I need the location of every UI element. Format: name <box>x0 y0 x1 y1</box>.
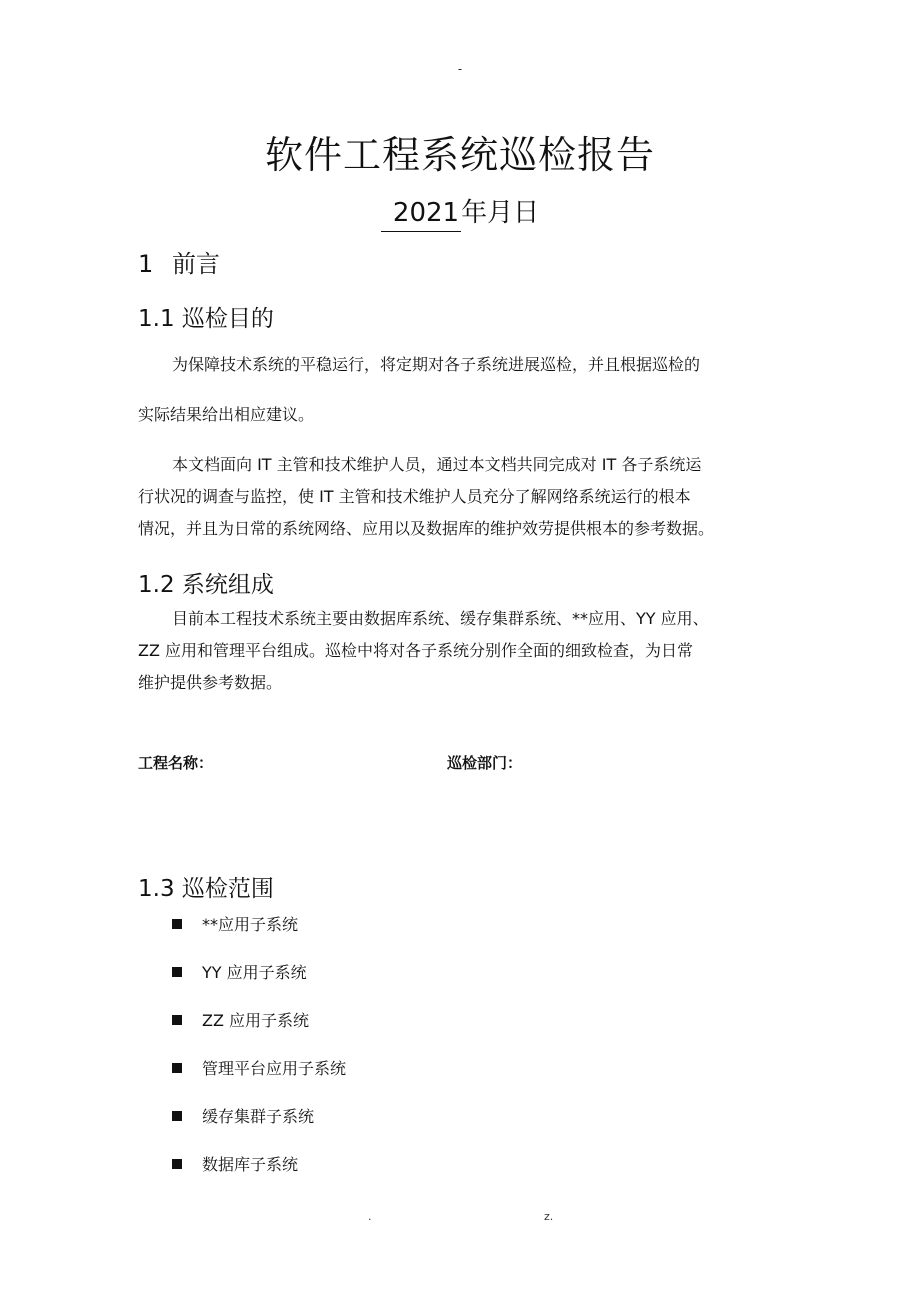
header-mark: - <box>457 62 463 76</box>
section-1-1-paragraph-1 <box>138 352 784 432</box>
list-item: **应用子系统 <box>172 912 298 935</box>
document-date <box>0 192 920 232</box>
list-item: 数据库子系统 <box>172 1152 298 1175</box>
date-suffix: 年月日 <box>461 198 540 228</box>
footer-right-mark: z. <box>544 1210 554 1223</box>
project-name-label: 工程名称： <box>138 754 214 772</box>
list-item: 管理平台应用子系统 <box>172 1056 346 1079</box>
paragraph-line: 目前本工程技术系统主要由数据库系统、缓存集群系统、**应用、YY 应用、 <box>172 609 709 628</box>
bullet-square-icon <box>172 1015 182 1025</box>
section-1-heading <box>138 244 220 279</box>
section-1-1-paragraph-2 <box>138 452 784 548</box>
footer-left-mark: . <box>368 1210 372 1223</box>
bullet-square-icon <box>172 1063 182 1073</box>
list-item: ZZ 应用子系统 <box>172 1008 309 1031</box>
bullet-square-icon <box>172 1159 182 1169</box>
bullet-square-icon <box>172 967 182 977</box>
paragraph-line: 行状况的调查与监控，使 IT 主管和技术维护人员充分了解网络系统运行的根本 <box>138 487 691 506</box>
department-label: 巡检部门： <box>447 754 523 772</box>
section-1-1-heading: 1.1 巡检目的 <box>138 306 274 332</box>
list-item: 缓存集群子系统 <box>172 1104 314 1127</box>
bullet-square-icon <box>172 1111 182 1121</box>
paragraph-line: ZZ 应用和管理平台组成。巡检中将对各子系统分别作全面的细致检查，为日常 <box>138 641 694 660</box>
paragraph-line: 情况，并且为日常的系统网络、应用以及数据库的维护效劳提供根本的参考数据。 <box>138 519 715 538</box>
list-item: YY 应用子系统 <box>172 960 307 983</box>
document-title: 软件工程系统巡检报告 <box>264 133 655 177</box>
section-1-2-paragraph <box>138 606 784 702</box>
section-1-2-heading: 1.2 系统组成 <box>138 572 274 598</box>
bullet-square-icon <box>172 919 182 929</box>
section-1-number: 1 <box>138 250 154 278</box>
section-1-3-heading: 1.3 巡检范围 <box>138 876 274 902</box>
paragraph-line: 本文档面向 IT 主管和技术维护人员，通过本文档共同完成对 IT 各子系统运 <box>172 455 702 474</box>
date-year: 2021 <box>381 197 461 232</box>
paragraph-line: 实际结果给出相应建议。 <box>138 405 315 424</box>
paragraph-line: 为保障技术系统的平稳运行，将定期对各子系统进展巡检，并且根据巡检的 <box>172 355 701 374</box>
paragraph-line: 维护提供参考数据。 <box>138 673 283 692</box>
section-1-title: 前言 <box>172 250 220 278</box>
